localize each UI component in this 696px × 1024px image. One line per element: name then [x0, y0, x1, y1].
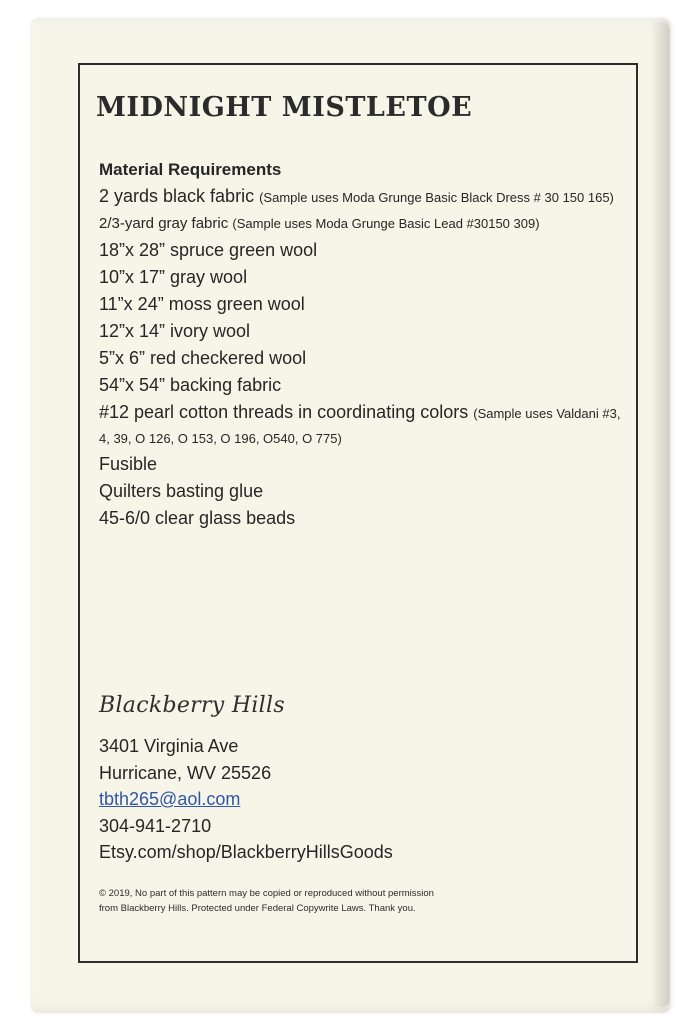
requirement-text: 12”x 14” ivory wool [99, 321, 251, 341]
phone-number: 304-941-2710 [99, 815, 212, 836]
requirement-item [99, 373, 629, 398]
company-name: Blackberry Hills [99, 693, 285, 718]
section-heading: Material Requirements [99, 160, 282, 179]
requirement-text: Quilters basting glue [99, 481, 264, 501]
requirement-text: 2 yards black fabric [99, 186, 255, 206]
requirement-note: (Sample uses Moda Grunge Basic Lead #30150 309) [232, 216, 540, 231]
requirement-item [99, 184, 629, 209]
contact-info [99, 733, 393, 866]
requirement-text: 45-6/0 clear glass beads [99, 508, 296, 528]
requirement-text: 11”x 24” moss green wool [99, 294, 305, 314]
requirement-text: 2/3-yard gray fabric [99, 215, 229, 232]
requirement-text: 10”x 17” gray wool [99, 267, 248, 287]
email-link[interactable]: tbth265@aol.com [99, 789, 241, 809]
requirement-item [99, 319, 629, 344]
requirement-item [99, 265, 629, 290]
city-state-zip: Hurricane, WV 25526 [99, 762, 272, 783]
shop-url: Etsy.com/shop/BlackberryHillsGoods [99, 842, 393, 862]
requirement-text: #12 pearl cotton threads in coordinating colors [99, 402, 469, 422]
requirement-text: Fusible [99, 454, 158, 474]
requirement-item [99, 211, 629, 236]
copyright-notice: © 2019, No part of this pattern may be copied or reproduced without permission from Blackberry Hills. Protected under Federal Copywrite Laws. Thank you. [99, 888, 434, 914]
requirement-item [99, 346, 629, 371]
requirement-text: 5”x 6” red checkered wool [99, 348, 307, 368]
requirement-item [99, 238, 629, 263]
requirement-text: 18”x 28” spruce green wool [99, 240, 318, 260]
requirement-note: (Sample uses Valdani #3, 4, 39, O 126, O 153, O 196, O540, O 775) [99, 406, 621, 446]
page-title: MIDNIGHT MISTLETOE [96, 92, 473, 123]
street-address: 3401 Virginia Ave [99, 736, 239, 756]
requirement-item [99, 400, 629, 450]
requirement-text: 54”x 54” backing fabric [99, 375, 282, 395]
requirement-item [99, 452, 629, 477]
requirement-item [99, 292, 629, 317]
requirement-note: (Sample uses Moda Grunge Basic Black Dress # 30 150 165) [259, 190, 614, 205]
requirement-item [99, 479, 629, 504]
material-requirements [99, 160, 629, 533]
requirement-item [99, 506, 629, 531]
